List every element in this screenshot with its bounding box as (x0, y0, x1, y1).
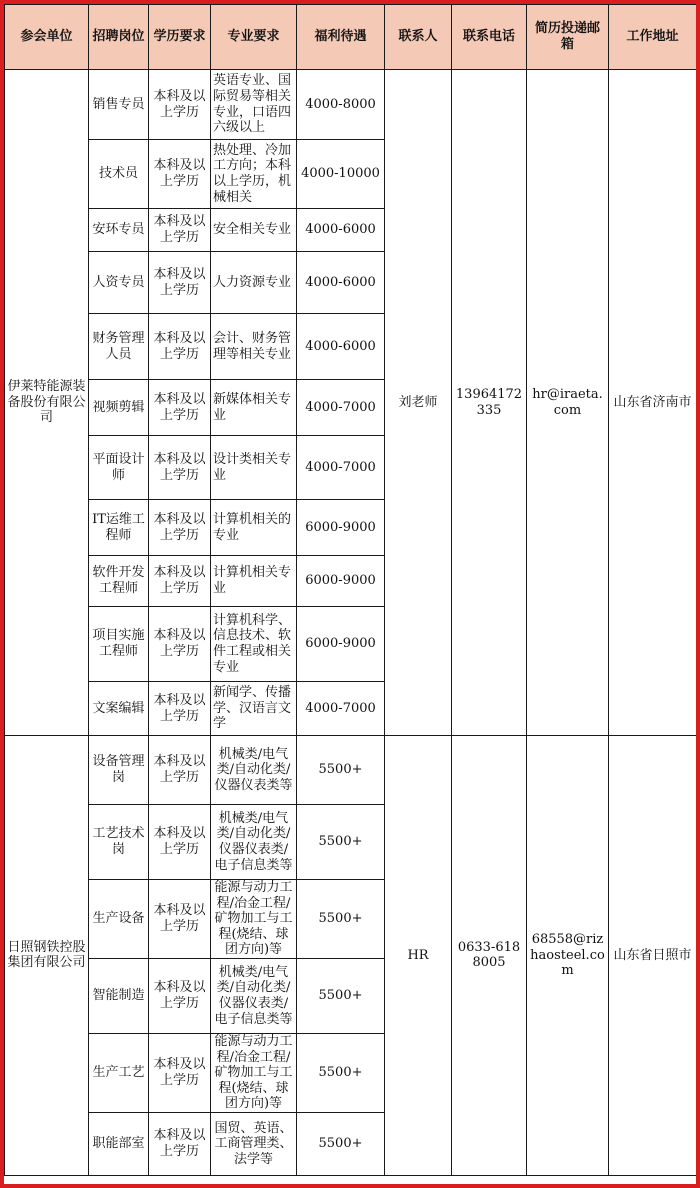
job-major: 英语专业、国际贸易等相关专业，口语四六级以上 (211, 70, 297, 140)
job-major: 计算机相关的专业 (211, 500, 297, 556)
job-title: 生产工艺 (89, 1034, 149, 1113)
contact-person: 刘老师 (385, 70, 452, 736)
table-body (5, 70, 697, 1176)
job-title: 技术员 (89, 140, 149, 209)
job-title: 财务管理人员 (89, 314, 149, 380)
contact-person: HR (385, 736, 452, 1176)
job-major: 机械类/电气类/自动化类/仪器仪表类等 (211, 736, 297, 805)
company-name: 日照钢铁控股集团有限公司 (5, 736, 89, 1176)
job-education: 本科及以上学历 (149, 736, 211, 805)
job-salary: 5500+ (297, 1112, 385, 1175)
job-title: 项目实施工程师 (89, 607, 149, 682)
job-education: 本科及以上学历 (149, 805, 211, 880)
job-major: 能源与动力工程/冶金工程/矿物加工与工程(烧结、球团方向)等 (211, 1034, 297, 1113)
job-title: IT运维工程师 (89, 500, 149, 556)
job-title: 安环专员 (89, 209, 149, 252)
job-major: 能源与动力工程/冶金工程/矿物加工与工程(烧结、球团方向)等 (211, 880, 297, 959)
job-title: 平面设计师 (89, 436, 149, 500)
contact-email: 68558@rizhaosteel.com (527, 736, 609, 1176)
job-major: 计算机科学、信息技术、软件工程或相关专业 (211, 607, 297, 682)
header-contact: 联系人 (385, 5, 452, 70)
job-title: 视频剪辑 (89, 380, 149, 436)
job-education: 本科及以上学历 (149, 607, 211, 682)
contact-phone: 13964172335 (452, 70, 527, 736)
job-salary: 4000-10000 (297, 140, 385, 209)
job-salary: 4000-6000 (297, 314, 385, 380)
company-name: 伊莱特能源装备股份有限公司 (5, 70, 89, 736)
job-salary: 6000-9000 (297, 500, 385, 556)
header-salary: 福利待遇 (297, 5, 385, 70)
job-salary: 4000-8000 (297, 70, 385, 140)
job-education: 本科及以上学历 (149, 1034, 211, 1113)
job-title: 软件开发工程师 (89, 556, 149, 607)
job-salary: 4000-7000 (297, 682, 385, 736)
job-education: 本科及以上学历 (149, 209, 211, 252)
job-major: 热处理、冷加工方向；本科以上学历，机械相关 (211, 140, 297, 209)
job-title: 销售专员 (89, 70, 149, 140)
table-row (5, 736, 697, 805)
job-major: 计算机相关专业 (211, 556, 297, 607)
job-title: 生产设备 (89, 880, 149, 959)
header-email: 简历投递邮箱 (527, 5, 609, 70)
work-address: 山东省济南市 (609, 70, 697, 736)
job-major: 机械类/电气类/自动化类/仪器仪表类/电子信息类等 (211, 959, 297, 1034)
job-title: 文案编辑 (89, 682, 149, 736)
job-education: 本科及以上学历 (149, 70, 211, 140)
header-address: 工作地址 (609, 5, 697, 70)
job-title: 人资专员 (89, 252, 149, 314)
job-education: 本科及以上学历 (149, 140, 211, 209)
header-phone: 联系电话 (452, 5, 527, 70)
work-address: 山东省日照市 (609, 736, 697, 1176)
job-salary: 4000-6000 (297, 209, 385, 252)
job-major: 国贸、英语、工商管理类、法学等 (211, 1112, 297, 1175)
job-major: 人力资源专业 (211, 252, 297, 314)
job-salary: 4000-6000 (297, 252, 385, 314)
job-title: 工艺技术岗 (89, 805, 149, 880)
job-education: 本科及以上学历 (149, 880, 211, 959)
header-position: 招聘岗位 (89, 5, 149, 70)
job-salary: 5500+ (297, 805, 385, 880)
job-salary: 6000-9000 (297, 556, 385, 607)
contact-phone: 0633-6188005 (452, 736, 527, 1176)
job-salary: 4000-7000 (297, 436, 385, 500)
job-education: 本科及以上学历 (149, 556, 211, 607)
job-salary: 5500+ (297, 880, 385, 959)
job-major: 设计类相关专业 (211, 436, 297, 500)
job-education: 本科及以上学历 (149, 436, 211, 500)
job-title: 智能制造 (89, 959, 149, 1034)
job-salary: 5500+ (297, 959, 385, 1034)
job-salary: 5500+ (297, 1034, 385, 1113)
job-education: 本科及以上学历 (149, 682, 211, 736)
job-education: 本科及以上学历 (149, 500, 211, 556)
header-education: 学历要求 (149, 5, 211, 70)
job-salary: 6000-9000 (297, 607, 385, 682)
job-education: 本科及以上学历 (149, 252, 211, 314)
job-education: 本科及以上学历 (149, 380, 211, 436)
job-major: 新闻学、传播学、汉语言文学 (211, 682, 297, 736)
recruitment-table (4, 4, 696, 1176)
job-education: 本科及以上学历 (149, 1112, 211, 1175)
job-education: 本科及以上学历 (149, 959, 211, 1034)
job-title: 设备管理岗 (89, 736, 149, 805)
job-salary: 4000-7000 (297, 380, 385, 436)
job-salary: 5500+ (297, 736, 385, 805)
page-frame (4, 4, 696, 1184)
job-education: 本科及以上学历 (149, 314, 211, 380)
job-major: 新媒体相关专业 (211, 380, 297, 436)
header-company: 参会单位 (5, 5, 89, 70)
job-major: 会计、财务管理等相关专业 (211, 314, 297, 380)
header-row (5, 5, 697, 70)
contact-email: hr@iraeta.com (527, 70, 609, 736)
job-major: 机械类/电气类/自动化类/仪器仪表类/电子信息类等 (211, 805, 297, 880)
job-major: 安全相关专业 (211, 209, 297, 252)
job-title: 职能部室 (89, 1112, 149, 1175)
table-row (5, 70, 697, 140)
header-major: 专业要求 (211, 5, 297, 70)
